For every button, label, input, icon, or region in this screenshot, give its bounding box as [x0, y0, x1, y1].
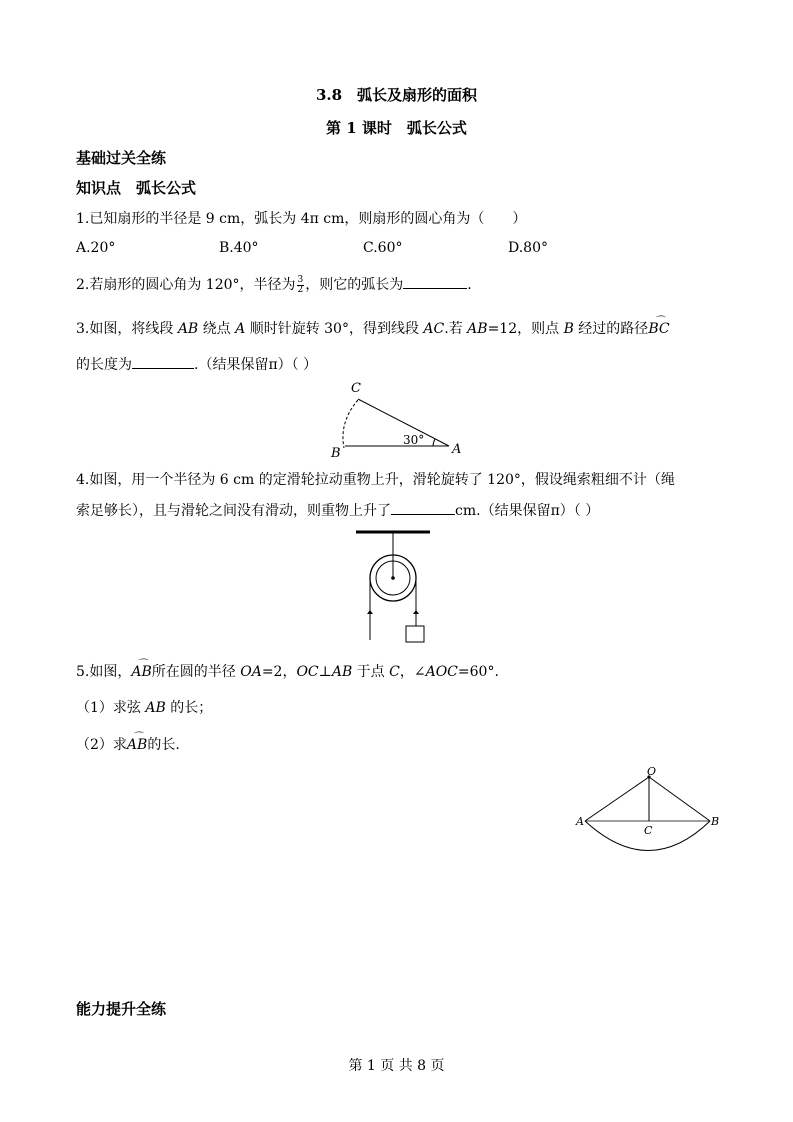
q2-answer-blank[interactable]: [403, 274, 467, 289]
q3-var: A: [235, 321, 246, 337]
q5-text: 于点: [352, 664, 390, 680]
q5-text: 的长；: [165, 700, 213, 716]
q5-text: （2）求: [76, 737, 127, 753]
q2-frac-den: 2: [297, 284, 304, 295]
q2-middle: ，则它的弧长为: [305, 277, 404, 293]
q3-label-b: B: [331, 446, 341, 460]
q3-text: 经过的路径: [573, 321, 649, 337]
q2-fraction: [297, 276, 305, 295]
q5-segment-ob: [649, 777, 710, 821]
q5-label-a: A: [576, 815, 584, 828]
knowledge-point-heading: 知识点 弧长公式: [76, 179, 197, 197]
q3-arc-bc: ⌒ BC: [648, 321, 669, 337]
q3-label-c: C: [351, 381, 361, 396]
q4-pulley-figure: [348, 528, 438, 646]
q1-option-c: C.60°: [363, 240, 403, 256]
q1-option-a: A.20°: [76, 240, 116, 256]
question-4-line2: [76, 500, 599, 520]
section-heading-advanced: 能力提升全练: [76, 1000, 167, 1018]
q5-var: AB: [145, 700, 166, 716]
q5-segment-oa: [585, 777, 649, 821]
q5-arc-ab: ⌒ AB: [131, 664, 151, 680]
q3-label-a: A: [452, 442, 462, 457]
question-5-sub1: [76, 697, 212, 717]
q2-end: .: [467, 277, 472, 293]
question-5-line1: [76, 661, 499, 681]
q3-figure: [325, 378, 465, 460]
q4-arrow-icon: [413, 610, 419, 614]
q3-var: AB: [467, 321, 488, 337]
page-footer: 第 1 页 共 8 页: [348, 1058, 445, 1074]
q3-var: AC: [423, 321, 445, 337]
q5-text: =60°.: [457, 664, 499, 680]
q3-text: =12，则点: [487, 321, 564, 337]
q3-text: 的长度为: [76, 357, 132, 373]
q3-text: .若: [444, 321, 468, 337]
q4-weight: [406, 626, 424, 642]
q5-text: =2，: [261, 664, 297, 680]
q4-text: cm.（结果保留π）（ ）: [455, 503, 600, 519]
q4-answer-blank[interactable]: [391, 500, 455, 515]
page-title: 3.8 弧长及扇形的面积: [315, 86, 478, 104]
q3-angle-mark: [433, 439, 435, 446]
q4-pulley-center: [391, 576, 395, 580]
q5-var: C: [389, 664, 400, 680]
q3-var: AB: [177, 321, 199, 337]
q5-var: AB: [331, 664, 353, 680]
q3-text: 3.如图，将线段: [76, 321, 178, 337]
section-heading-basic: 基础过关全练: [76, 149, 167, 167]
q2-frac-num: 3: [297, 274, 304, 285]
q3-label-angle: 30°: [403, 433, 425, 447]
q5-text: （1）求弦: [76, 700, 146, 716]
question-3-line2: [76, 354, 317, 374]
q5-label-o: O: [647, 765, 657, 778]
q3-text: .（结果保留π）（ ）: [194, 357, 318, 373]
q5-var: OC: [296, 664, 319, 680]
q5-var: AOC: [425, 664, 458, 680]
question-2: [76, 274, 472, 295]
question-3-line1: [76, 318, 670, 338]
q5-perp-symbol: ⊥: [318, 664, 332, 680]
q5-figure: [570, 765, 730, 860]
q1-option-d: D.80°: [508, 240, 548, 256]
q5-text: ，∠: [399, 664, 426, 680]
q5-text: 5.如图，: [76, 664, 132, 680]
q3-arc-path: [343, 400, 358, 448]
question-5-sub2: [76, 734, 180, 754]
q4-text: 索足够长），且与滑轮之间没有滑动，则重物上升了: [76, 503, 391, 519]
q3-text: 顺时针旋转 30°，得到线段: [245, 321, 424, 337]
q1-option-b: B.40°: [219, 240, 259, 256]
q5-label-c: C: [644, 824, 653, 837]
q5-text: 的长.: [147, 737, 180, 753]
q5-arc-ab: ⌒ AB: [127, 737, 147, 753]
question-4-line1: 4.如图，用一个半径为 6 cm 的定滑轮拉动重物上升，滑轮旋转了 120°，假设绳索粗细不计（绳: [76, 472, 675, 488]
q4-arrow-down-icon: [367, 610, 373, 614]
page-subtitle: 第 1 课时 弧长公式: [326, 119, 467, 137]
q2-prefix: 2.若扇形的圆心角为 120°，半径为: [76, 277, 296, 293]
question-1-text: 1.已知扇形的半径是 9 cm，弧长为 4π cm，则扇形的圆心角为（ ）: [76, 211, 527, 227]
q3-text: 绕点: [198, 321, 236, 337]
q5-text: 所在圆的半径: [151, 664, 241, 680]
q5-label-b: B: [711, 815, 720, 828]
q5-var: OA: [240, 664, 262, 680]
q3-answer-blank[interactable]: [132, 354, 194, 369]
q3-var: B: [563, 321, 574, 337]
